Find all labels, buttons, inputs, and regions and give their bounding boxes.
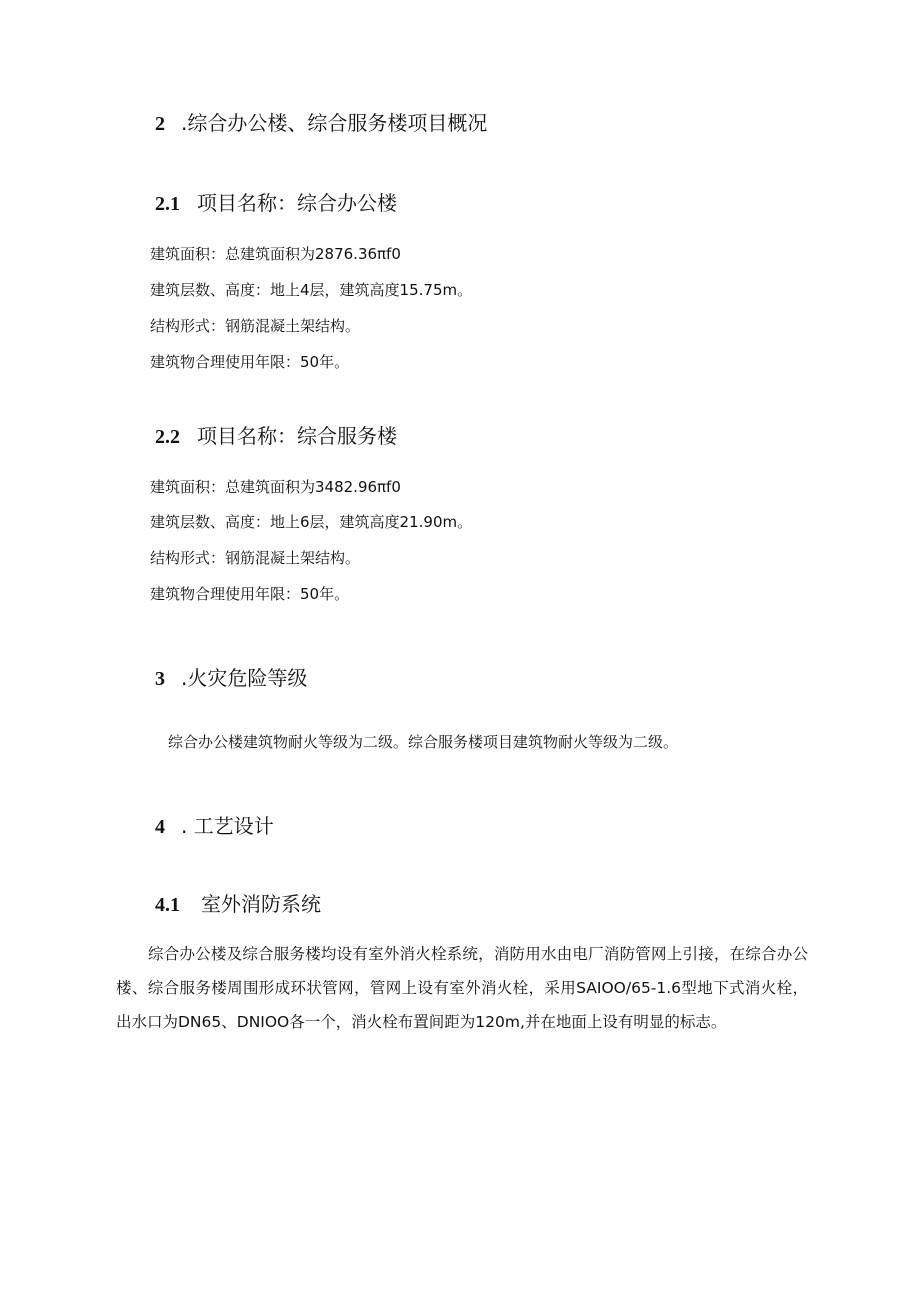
section-4-number: 4	[155, 816, 165, 838]
section-2-1-heading	[155, 187, 397, 216]
section-4-1-paragraph: 综合办公楼及综合服务楼均设有室外消火栓系统，消防用水由电厂消防管网上引接，在综合办公楼、综合服务楼周围形成环状管网，管网上设有室外消火栓，采用SAIOO/65-1.6型地下式消火栓，出水口为DN65、DNIOO各一个，消火栓布置间距为120m,并在地面上设有明显的标志。	[116, 945, 808, 1031]
section-2-2-number: 2.2	[155, 426, 180, 448]
section-2-1-structure: 结构形式：钢筋混凝土架结构。	[150, 317, 361, 335]
section-4-title: . 工艺设计	[181, 814, 274, 838]
section-2-heading	[155, 107, 487, 136]
section-2-2-floors: 建筑层数、高度：地上6层，建筑高度21.90m。	[150, 513, 473, 531]
section-4-heading	[155, 810, 274, 839]
section-4-1-title: 室外消防系统	[201, 892, 321, 916]
section-2-1-title: 项目名称：综合办公楼	[197, 191, 397, 215]
section-3-text: 综合办公楼建筑物耐火等级为二级。综合服务楼项目建筑物耐火等级为二级。	[168, 733, 679, 751]
section-2-number: 2	[155, 113, 165, 135]
section-3-title: .火灾危险等级	[181, 666, 308, 690]
section-2-1-number: 2.1	[155, 193, 180, 215]
section-2-2-heading	[155, 420, 397, 449]
section-2-2-lifespan: 建筑物合理使用年限：50年。	[150, 585, 350, 603]
section-4-1-heading	[155, 888, 321, 917]
section-3-number: 3	[155, 668, 165, 690]
section-3-heading	[155, 662, 307, 691]
section-4-1-number: 4.1	[155, 894, 180, 916]
section-2-1-lifespan: 建筑物合理使用年限：50年。	[150, 353, 350, 371]
section-2-2-title: 项目名称：综合服务楼	[197, 424, 397, 448]
section-2-1-floors: 建筑层数、高度：地上4层，建筑高度15.75m。	[150, 281, 473, 299]
section-2-title: .综合办公楼、综合服务楼项目概况	[181, 111, 488, 135]
section-2-2-structure: 结构形式：钢筋混凝土架结构。	[150, 549, 361, 567]
section-2-2-area: 建筑面积：总建筑面积为3482.96πf0	[150, 478, 401, 496]
section-2-1-area: 建筑面积：总建筑面积为2876.36πf0	[150, 245, 401, 263]
